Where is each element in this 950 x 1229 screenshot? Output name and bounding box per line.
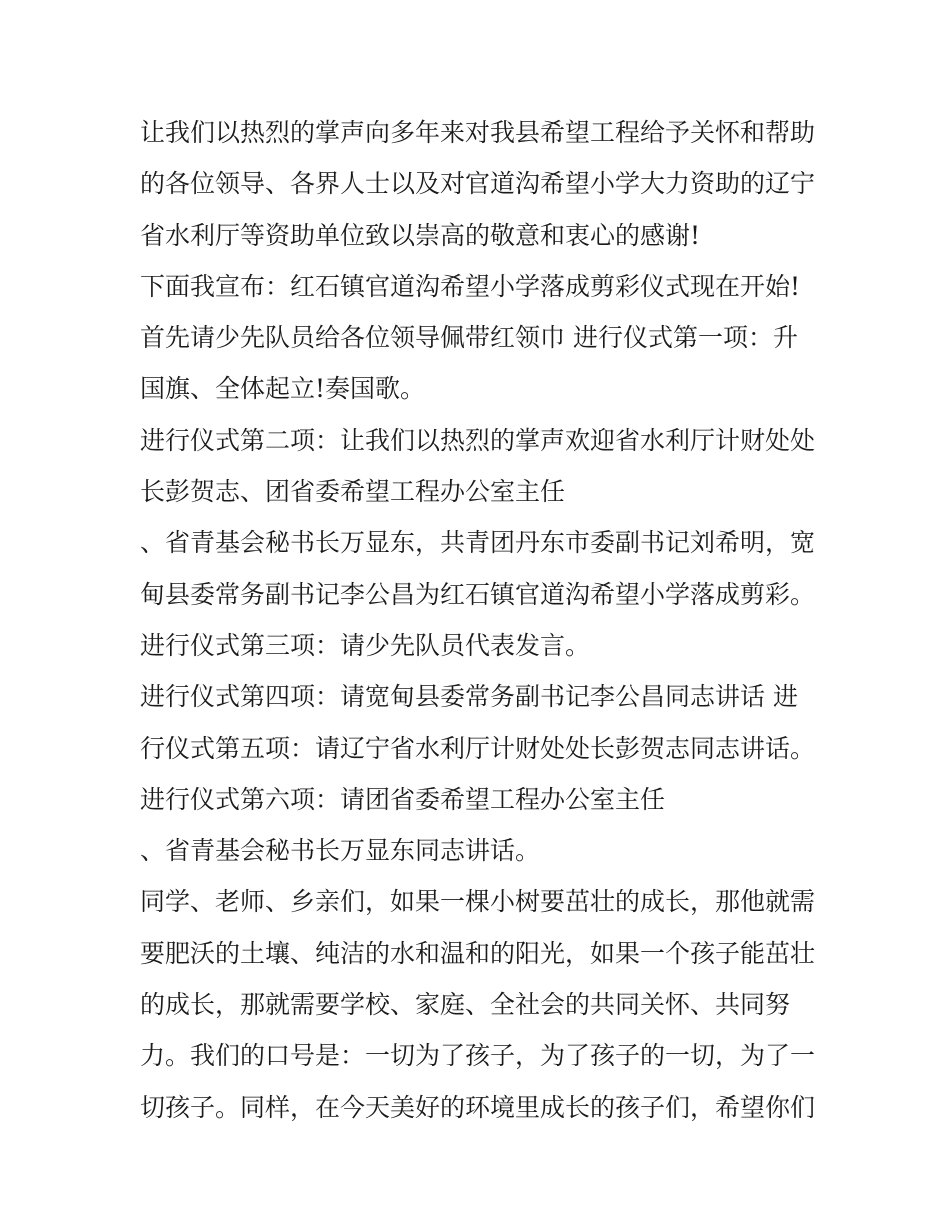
text-line: 、省青基会秘书长万显东同志讲话。 (140, 836, 541, 866)
text-line: 行仪式第五项：请辽宁省水利厅计财处处长彭贺志同志讲话。 (140, 733, 816, 763)
text-line: 切孩子。同样，在今天美好的环境里成长的孩子们，希望你们 (140, 1092, 816, 1122)
text-line: 进行仪式第三项：请少先队员代表发言。 (140, 630, 591, 660)
text-line: 首先请少先队员给各位领导佩带红领巾 进行仪式第一项：升 (140, 323, 798, 353)
text-line: 下面我宣布：红石镇官道沟希望小学落成剪彩仪式现在开始! (140, 271, 801, 301)
text-line: 省水利厅等资助单位致以崇高的敬意和衷心的感谢! (140, 220, 701, 250)
text-line: 要肥沃的土壤、纯洁的水和温和的阳光，如果一个孩子能茁壮 (140, 938, 816, 968)
text-line: 进行仪式第四项：请宽甸县委常务副书记李公昌同志讲话 进 (140, 682, 798, 712)
text-line: 国旗、全体起立!奏国歌。 (140, 374, 426, 404)
text-line: 进行仪式第六项：请团省委希望工程办公室主任 (140, 784, 666, 814)
text-line: 同学、老师、乡亲们，如果一棵小树要茁壮的成长，那他就需 (140, 887, 816, 917)
text-line: 让我们以热烈的掌声向多年来对我县希望工程给予关怀和帮助 (140, 118, 816, 147)
body-text (140, 107, 820, 1133)
text-line: 的成长，那就需要学校、家庭、全社会的共同关怀、共同努 (140, 990, 791, 1020)
text-line: 、省青基会秘书长万显东，共青团丹东市委副书记刘希明，宽 (140, 528, 816, 558)
text-line: 进行仪式第二项：让我们以热烈的掌声欢迎省水利厅计财处处 (140, 425, 816, 455)
text-line: 甸县委常务副书记李公昌为红石镇官道沟希望小学落成剪彩。 (140, 579, 816, 609)
text-line: 力。我们的口号是：一切为了孩子，为了孩子的一切，为了一 (140, 1041, 816, 1071)
text-line: 的各位领导、各界人士以及对官道沟希望小学大力资助的辽宁 (140, 169, 816, 199)
text-line: 长彭贺志、团省委希望工程办公室主任 (140, 477, 566, 507)
